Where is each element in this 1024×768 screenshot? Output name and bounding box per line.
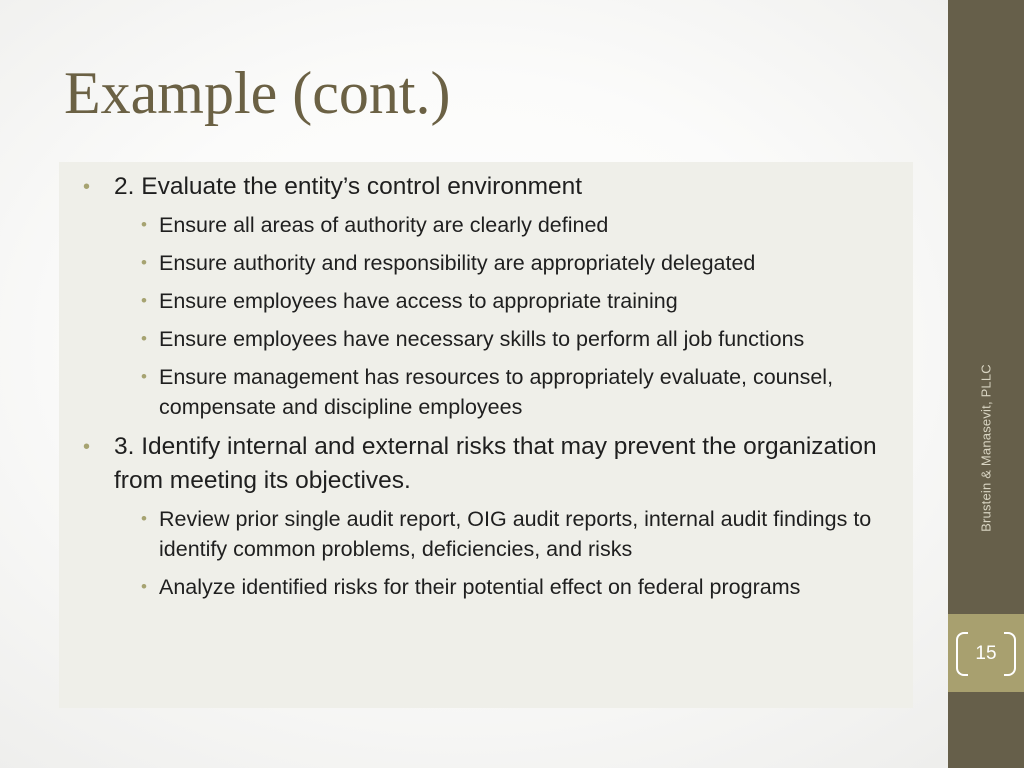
bullet-icon: • [141,577,147,596]
page-number-box [948,614,1024,692]
sub-bullet-item [141,572,903,602]
sub-bullet-text: Ensure all areas of authority are clearly defined [159,213,609,237]
sub-bullet-item [141,248,903,278]
bullet-text: 3. Identify internal and external risks that may prevent the organization from meeting its objectives. [114,433,877,494]
bullet-icon: • [141,215,147,234]
sub-bullet-list [141,504,903,602]
sub-bullet-text: Ensure employees have access to appropriate training [159,289,678,313]
bullet-icon: • [141,329,147,348]
bullet-icon: • [141,509,147,528]
sub-bullet-text: Analyze identified risks for their potential effect on federal programs [159,575,801,599]
bullet-list [83,170,903,602]
bullet-icon: • [83,436,91,458]
bullet-icon: • [141,367,147,386]
bullet-item [83,170,903,204]
slide-title: Example (cont.) [64,60,451,126]
sub-bullet-item [141,362,903,422]
side-caption: Brustein & Manasevit, PLLC [978,364,994,532]
content-box [59,162,913,708]
sub-bullet-list [141,210,903,422]
bullet-icon: • [141,253,147,272]
sub-bullet-text: Review prior single audit report, OIG audit reports, internal audit findings to identify common problems, deficiencies, and risks [159,507,872,561]
bullet-icon: • [141,291,147,310]
page-number: 15 [975,643,997,664]
sub-bullet-text: Ensure management has resources to appropriately evaluate, counsel, compensate and discipline employees [159,365,834,419]
bullet-text: 2. Evaluate the entity’s control environment [114,173,583,200]
sub-bullet-item [141,286,903,316]
sub-bullet-text: Ensure authority and responsibility are appropriately delegated [159,251,756,275]
sub-bullet-text: Ensure employees have necessary skills to perform all job functions [159,327,805,351]
page-number-frame [956,632,1016,674]
sub-bullet-item [141,504,903,564]
sub-bullet-item [141,210,903,240]
bullet-icon: • [83,176,91,198]
sub-bullet-item [141,324,903,354]
bullet-item [83,430,903,498]
